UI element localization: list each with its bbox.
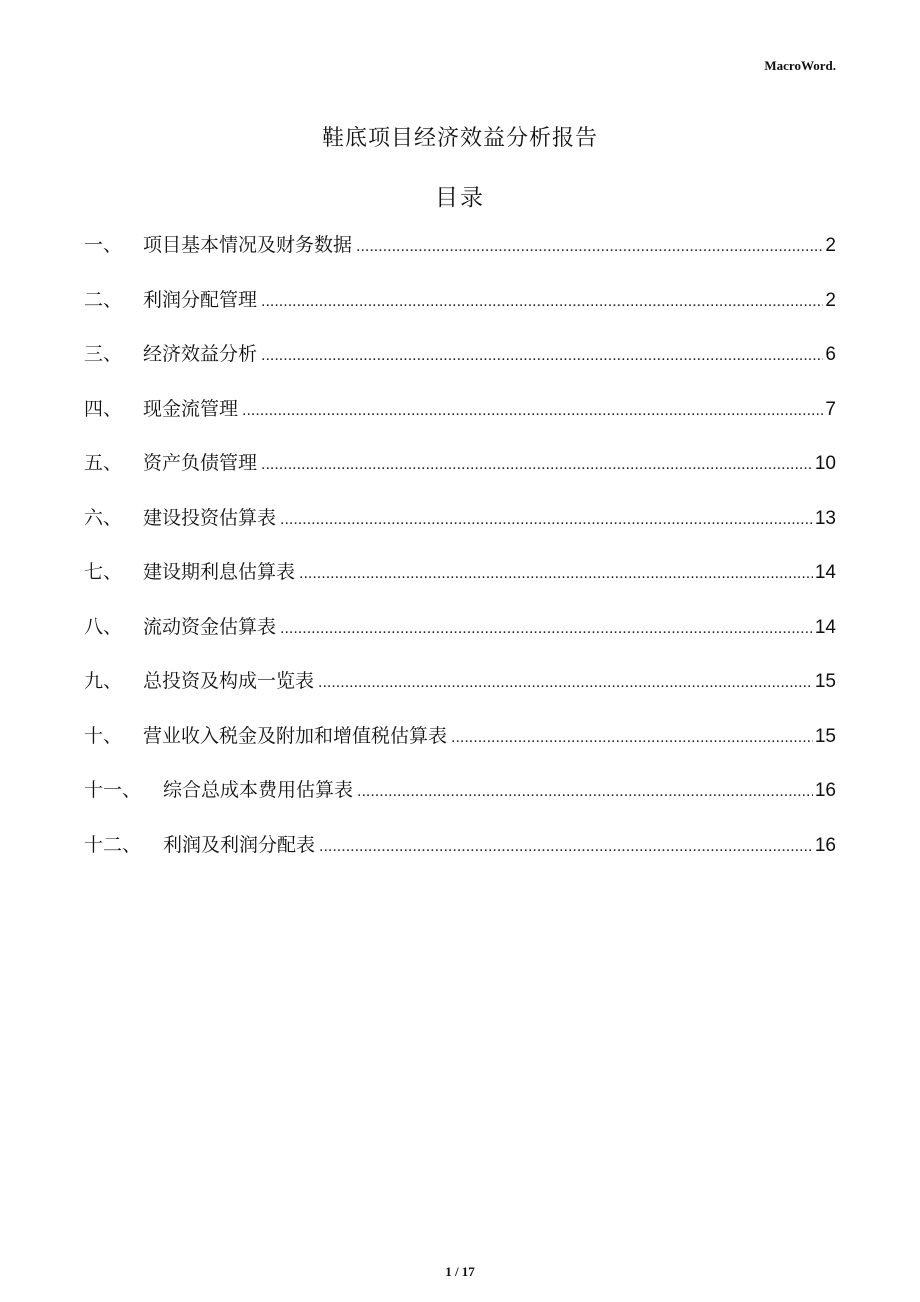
toc-entry-number: 六、 <box>84 506 123 529</box>
toc-entry[interactable] <box>84 775 836 830</box>
toc-entry-label: 利润及利润分配表 <box>163 833 316 856</box>
toc-dot-leader <box>356 238 823 256</box>
toc-entry-number: 十一、 <box>84 779 142 801</box>
toc-dot-leader <box>261 456 813 474</box>
document-title: 鞋底项目经济效益分析报告 <box>321 126 598 151</box>
toc-entry[interactable] <box>84 666 836 721</box>
toc-entry-label: 营业收入税金及附加和增值税估算表 <box>143 724 448 747</box>
toc-entry-number: 八、 <box>84 615 123 638</box>
toc-entry-number: 七、 <box>84 561 123 583</box>
toc-entry-page: 2 <box>825 289 836 311</box>
toc-entry-page: 16 <box>814 780 836 801</box>
toc-entry-label: 资产负债管理 <box>143 452 258 474</box>
toc-dot-leader <box>451 729 813 747</box>
toc-heading: 目录 <box>435 185 485 211</box>
toc-entry-page: 6 <box>825 344 836 365</box>
toc-entry-number: 一、 <box>84 234 123 256</box>
toc-entry-number: 三、 <box>84 343 123 365</box>
toc-entry[interactable] <box>84 394 836 449</box>
toc-entry-label: 综合总成本费用估算表 <box>163 779 354 801</box>
toc-entry[interactable] <box>84 503 836 558</box>
toc-entry-number: 十二、 <box>84 833 142 856</box>
toc-entry-number: 五、 <box>84 452 123 474</box>
toc-entry-label: 经济效益分析 <box>143 343 258 365</box>
toc-entry-number: 九、 <box>84 670 123 692</box>
toc-dot-leader <box>261 347 823 365</box>
toc-entry[interactable] <box>84 721 836 776</box>
toc-entry-page: 14 <box>814 562 836 583</box>
toc-entry-label: 利润分配管理 <box>143 288 258 311</box>
toc-entry-page: 7 <box>825 398 836 420</box>
toc-dot-leader <box>242 402 823 420</box>
toc-entry[interactable] <box>84 830 836 885</box>
toc-dot-leader <box>280 511 813 529</box>
toc-dot-leader <box>261 293 823 311</box>
toc-entry[interactable] <box>84 448 836 503</box>
toc-entry[interactable] <box>84 557 836 612</box>
header-brand: MacroWord. <box>764 58 836 73</box>
toc-entry-label: 项目基本情况及财务数据 <box>143 234 353 256</box>
toc-entry-number: 四、 <box>84 397 123 420</box>
page-indicator: 1 / 17 <box>445 1264 475 1279</box>
toc-entry-page: 10 <box>814 453 836 474</box>
toc-entry-label: 总投资及构成一览表 <box>143 670 315 692</box>
toc-entry-page: 13 <box>814 507 836 529</box>
toc-entry[interactable] <box>84 612 836 667</box>
toc-entry-label: 建设期利息估算表 <box>143 561 296 583</box>
toc-dot-leader <box>319 838 813 856</box>
toc-entry-page: 15 <box>814 725 836 747</box>
toc-entry-label: 建设投资估算表 <box>143 506 277 529</box>
toc-dot-leader <box>299 565 813 583</box>
toc-entry-number: 二、 <box>84 288 123 311</box>
toc-entry-page: 15 <box>814 671 836 692</box>
table-of-contents <box>84 230 836 884</box>
toc-entry-number: 十、 <box>84 724 123 747</box>
toc-entry-page: 2 <box>825 235 836 256</box>
toc-entry-label: 现金流管理 <box>143 397 239 420</box>
toc-entry-label: 流动资金估算表 <box>143 615 277 638</box>
toc-dot-leader <box>357 783 813 801</box>
toc-entry-page: 16 <box>814 834 836 856</box>
toc-dot-leader <box>280 620 813 638</box>
toc-entry-page: 14 <box>814 616 836 638</box>
toc-entry[interactable] <box>84 230 836 285</box>
toc-entry[interactable] <box>84 339 836 394</box>
toc-entry[interactable] <box>84 285 836 340</box>
toc-dot-leader <box>318 674 813 692</box>
